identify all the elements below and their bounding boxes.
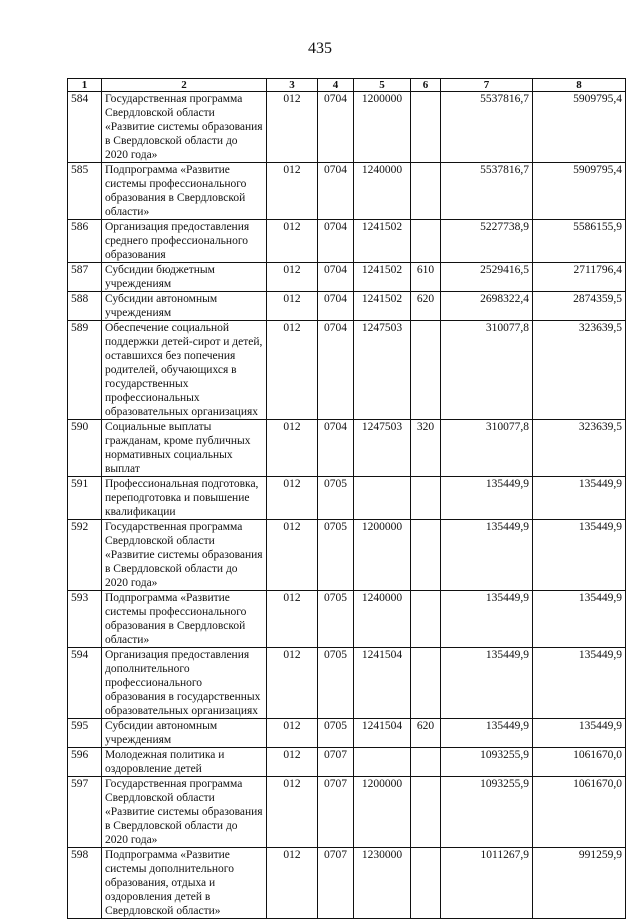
row-code-4: 0707	[318, 848, 354, 919]
header-col-4: 4	[318, 79, 354, 92]
row-value-8: 5909795,4	[533, 92, 626, 163]
row-code-6	[411, 848, 441, 919]
table-row	[68, 591, 626, 648]
row-name: Подпрограмма «Развитие системы профессионального образования в Свердловской области»	[102, 163, 267, 220]
row-code-4: 0705	[318, 648, 354, 719]
row-code-3: 012	[267, 477, 318, 520]
row-number: 592	[68, 520, 102, 591]
table-row	[68, 748, 626, 777]
row-number: 590	[68, 420, 102, 477]
row-code-4: 0707	[318, 748, 354, 777]
table-row	[68, 163, 626, 220]
row-value-7: 1093255,9	[441, 777, 533, 848]
row-code-5	[354, 748, 411, 777]
row-code-3: 012	[267, 719, 318, 748]
row-value-8: 135449,9	[533, 648, 626, 719]
row-code-6: 610	[411, 263, 441, 292]
row-value-7: 2529416,5	[441, 263, 533, 292]
header-col-3: 3	[267, 79, 318, 92]
row-code-3: 012	[267, 321, 318, 420]
row-code-5: 1240000	[354, 163, 411, 220]
row-name: Государственная программа Свердловской области «Развитие системы образования в Свердловской области до 2020 года»	[102, 520, 267, 591]
row-number: 591	[68, 477, 102, 520]
row-code-3: 012	[267, 92, 318, 163]
row-code-6	[411, 648, 441, 719]
row-code-6	[411, 520, 441, 591]
row-number: 598	[68, 848, 102, 919]
row-code-6	[411, 777, 441, 848]
table-row	[68, 420, 626, 477]
row-code-3: 012	[267, 648, 318, 719]
table-row	[68, 321, 626, 420]
table-row	[68, 520, 626, 591]
row-value-7: 5537816,7	[441, 163, 533, 220]
row-value-8: 1061670,0	[533, 748, 626, 777]
row-code-3: 012	[267, 220, 318, 263]
row-code-6: 620	[411, 292, 441, 321]
row-code-5: 1200000	[354, 92, 411, 163]
row-code-5: 1200000	[354, 777, 411, 848]
row-code-5: 1240000	[354, 591, 411, 648]
row-value-8: 991259,9	[533, 848, 626, 919]
row-value-7: 310077,8	[441, 321, 533, 420]
table-row	[68, 292, 626, 321]
row-code-5: 1230000	[354, 848, 411, 919]
table-row	[68, 220, 626, 263]
row-code-3: 012	[267, 420, 318, 477]
table-row	[68, 848, 626, 919]
row-number: 584	[68, 92, 102, 163]
row-code-4: 0707	[318, 777, 354, 848]
row-code-5: 1241502	[354, 263, 411, 292]
row-value-7: 1093255,9	[441, 748, 533, 777]
row-code-3: 012	[267, 591, 318, 648]
row-code-4: 0704	[318, 321, 354, 420]
row-code-4: 0704	[318, 163, 354, 220]
row-code-5: 1241504	[354, 648, 411, 719]
row-code-6: 320	[411, 420, 441, 477]
row-value-7: 135449,9	[441, 477, 533, 520]
row-code-6	[411, 748, 441, 777]
row-value-7: 5227738,9	[441, 220, 533, 263]
row-code-4: 0704	[318, 420, 354, 477]
row-name: Государственная программа Свердловской области «Развитие системы образования в Свердловской области до 2020 года»	[102, 92, 267, 163]
row-code-5: 1247503	[354, 321, 411, 420]
row-number: 589	[68, 321, 102, 420]
header-col-5: 5	[354, 79, 411, 92]
row-code-6	[411, 220, 441, 263]
row-code-6	[411, 163, 441, 220]
row-name: Государственная программа Свердловской области «Развитие системы образования в Свердловской области до 2020 года»	[102, 777, 267, 848]
budget-table	[67, 78, 626, 919]
row-number: 595	[68, 719, 102, 748]
header-col-7: 7	[441, 79, 533, 92]
row-number: 594	[68, 648, 102, 719]
row-value-8: 323639,5	[533, 420, 626, 477]
row-value-8: 5909795,4	[533, 163, 626, 220]
row-code-4: 0704	[318, 263, 354, 292]
row-value-8: 1061670,0	[533, 777, 626, 848]
row-code-4: 0705	[318, 477, 354, 520]
header-col-6: 6	[411, 79, 441, 92]
row-name: Субсидии автономным учреждениям	[102, 292, 267, 321]
header-col-8: 8	[533, 79, 626, 92]
row-code-6	[411, 591, 441, 648]
row-code-4: 0704	[318, 292, 354, 321]
row-name: Обеспечение социальной поддержки детей-сирот и детей, оставшихся без попечения родителей, обучающихся в государственных профессиональных образовательных организациях	[102, 321, 267, 420]
row-name: Субсидии бюджетным учреждениям	[102, 263, 267, 292]
row-code-5: 1241504	[354, 719, 411, 748]
table-row	[68, 719, 626, 748]
row-value-8: 135449,9	[533, 520, 626, 591]
row-number: 588	[68, 292, 102, 321]
row-name: Подпрограмма «Развитие системы профессионального образования в Свердловской области»	[102, 591, 267, 648]
table-body	[68, 92, 626, 919]
row-code-3: 012	[267, 163, 318, 220]
row-code-5	[354, 477, 411, 520]
row-code-5: 1247503	[354, 420, 411, 477]
header-col-2: 2	[102, 79, 267, 92]
row-value-8: 323639,5	[533, 321, 626, 420]
page-number: 435	[308, 40, 332, 57]
row-number: 597	[68, 777, 102, 848]
row-value-8: 2874359,5	[533, 292, 626, 321]
row-code-4: 0705	[318, 591, 354, 648]
row-value-8: 135449,9	[533, 719, 626, 748]
row-name: Социальные выплаты гражданам, кроме публичных нормативных социальных выплат	[102, 420, 267, 477]
row-name: Профессиональная подготовка, переподготовка и повышение квалификации	[102, 477, 267, 520]
row-code-4: 0704	[318, 220, 354, 263]
row-code-5: 1241502	[354, 220, 411, 263]
row-name: Молодежная политика и оздоровление детей	[102, 748, 267, 777]
row-code-3: 012	[267, 292, 318, 321]
row-value-7: 2698322,4	[441, 292, 533, 321]
row-number: 586	[68, 220, 102, 263]
table-row	[68, 648, 626, 719]
row-value-8: 5586155,9	[533, 220, 626, 263]
row-name: Субсидии автономным учреждениям	[102, 719, 267, 748]
row-value-7: 310077,8	[441, 420, 533, 477]
row-name: Организация предоставления среднего профессионального образования	[102, 220, 267, 263]
row-number: 585	[68, 163, 102, 220]
row-code-3: 012	[267, 263, 318, 292]
row-value-7: 135449,9	[441, 648, 533, 719]
row-code-3: 012	[267, 520, 318, 591]
row-name: Подпрограмма «Развитие системы дополнительного образования, отдыха и оздоровления детей в Свердловской области»	[102, 848, 267, 919]
row-number: 593	[68, 591, 102, 648]
row-code-3: 012	[267, 848, 318, 919]
row-value-8: 135449,9	[533, 477, 626, 520]
row-code-3: 012	[267, 748, 318, 777]
header-col-1: 1	[68, 79, 102, 92]
header-row	[68, 79, 626, 92]
table-row	[68, 263, 626, 292]
row-code-5: 1241502	[354, 292, 411, 321]
row-value-7: 135449,9	[441, 591, 533, 648]
row-code-4: 0705	[318, 520, 354, 591]
row-value-7: 135449,9	[441, 719, 533, 748]
row-code-6	[411, 477, 441, 520]
row-code-5: 1200000	[354, 520, 411, 591]
row-code-6	[411, 321, 441, 420]
row-value-7: 5537816,7	[441, 92, 533, 163]
row-number: 587	[68, 263, 102, 292]
row-code-6: 620	[411, 719, 441, 748]
row-value-7: 135449,9	[441, 520, 533, 591]
table-row	[68, 92, 626, 163]
row-code-4: 0705	[318, 719, 354, 748]
row-code-3: 012	[267, 777, 318, 848]
row-value-7: 1011267,9	[441, 848, 533, 919]
row-value-8: 2711796,4	[533, 263, 626, 292]
row-code-4: 0704	[318, 92, 354, 163]
row-number: 596	[68, 748, 102, 777]
table-row	[68, 777, 626, 848]
row-code-6	[411, 92, 441, 163]
row-name: Организация предоставления дополнительного профессионального образования в государственных образовательных организациях	[102, 648, 267, 719]
row-value-8: 135449,9	[533, 591, 626, 648]
table-row	[68, 477, 626, 520]
